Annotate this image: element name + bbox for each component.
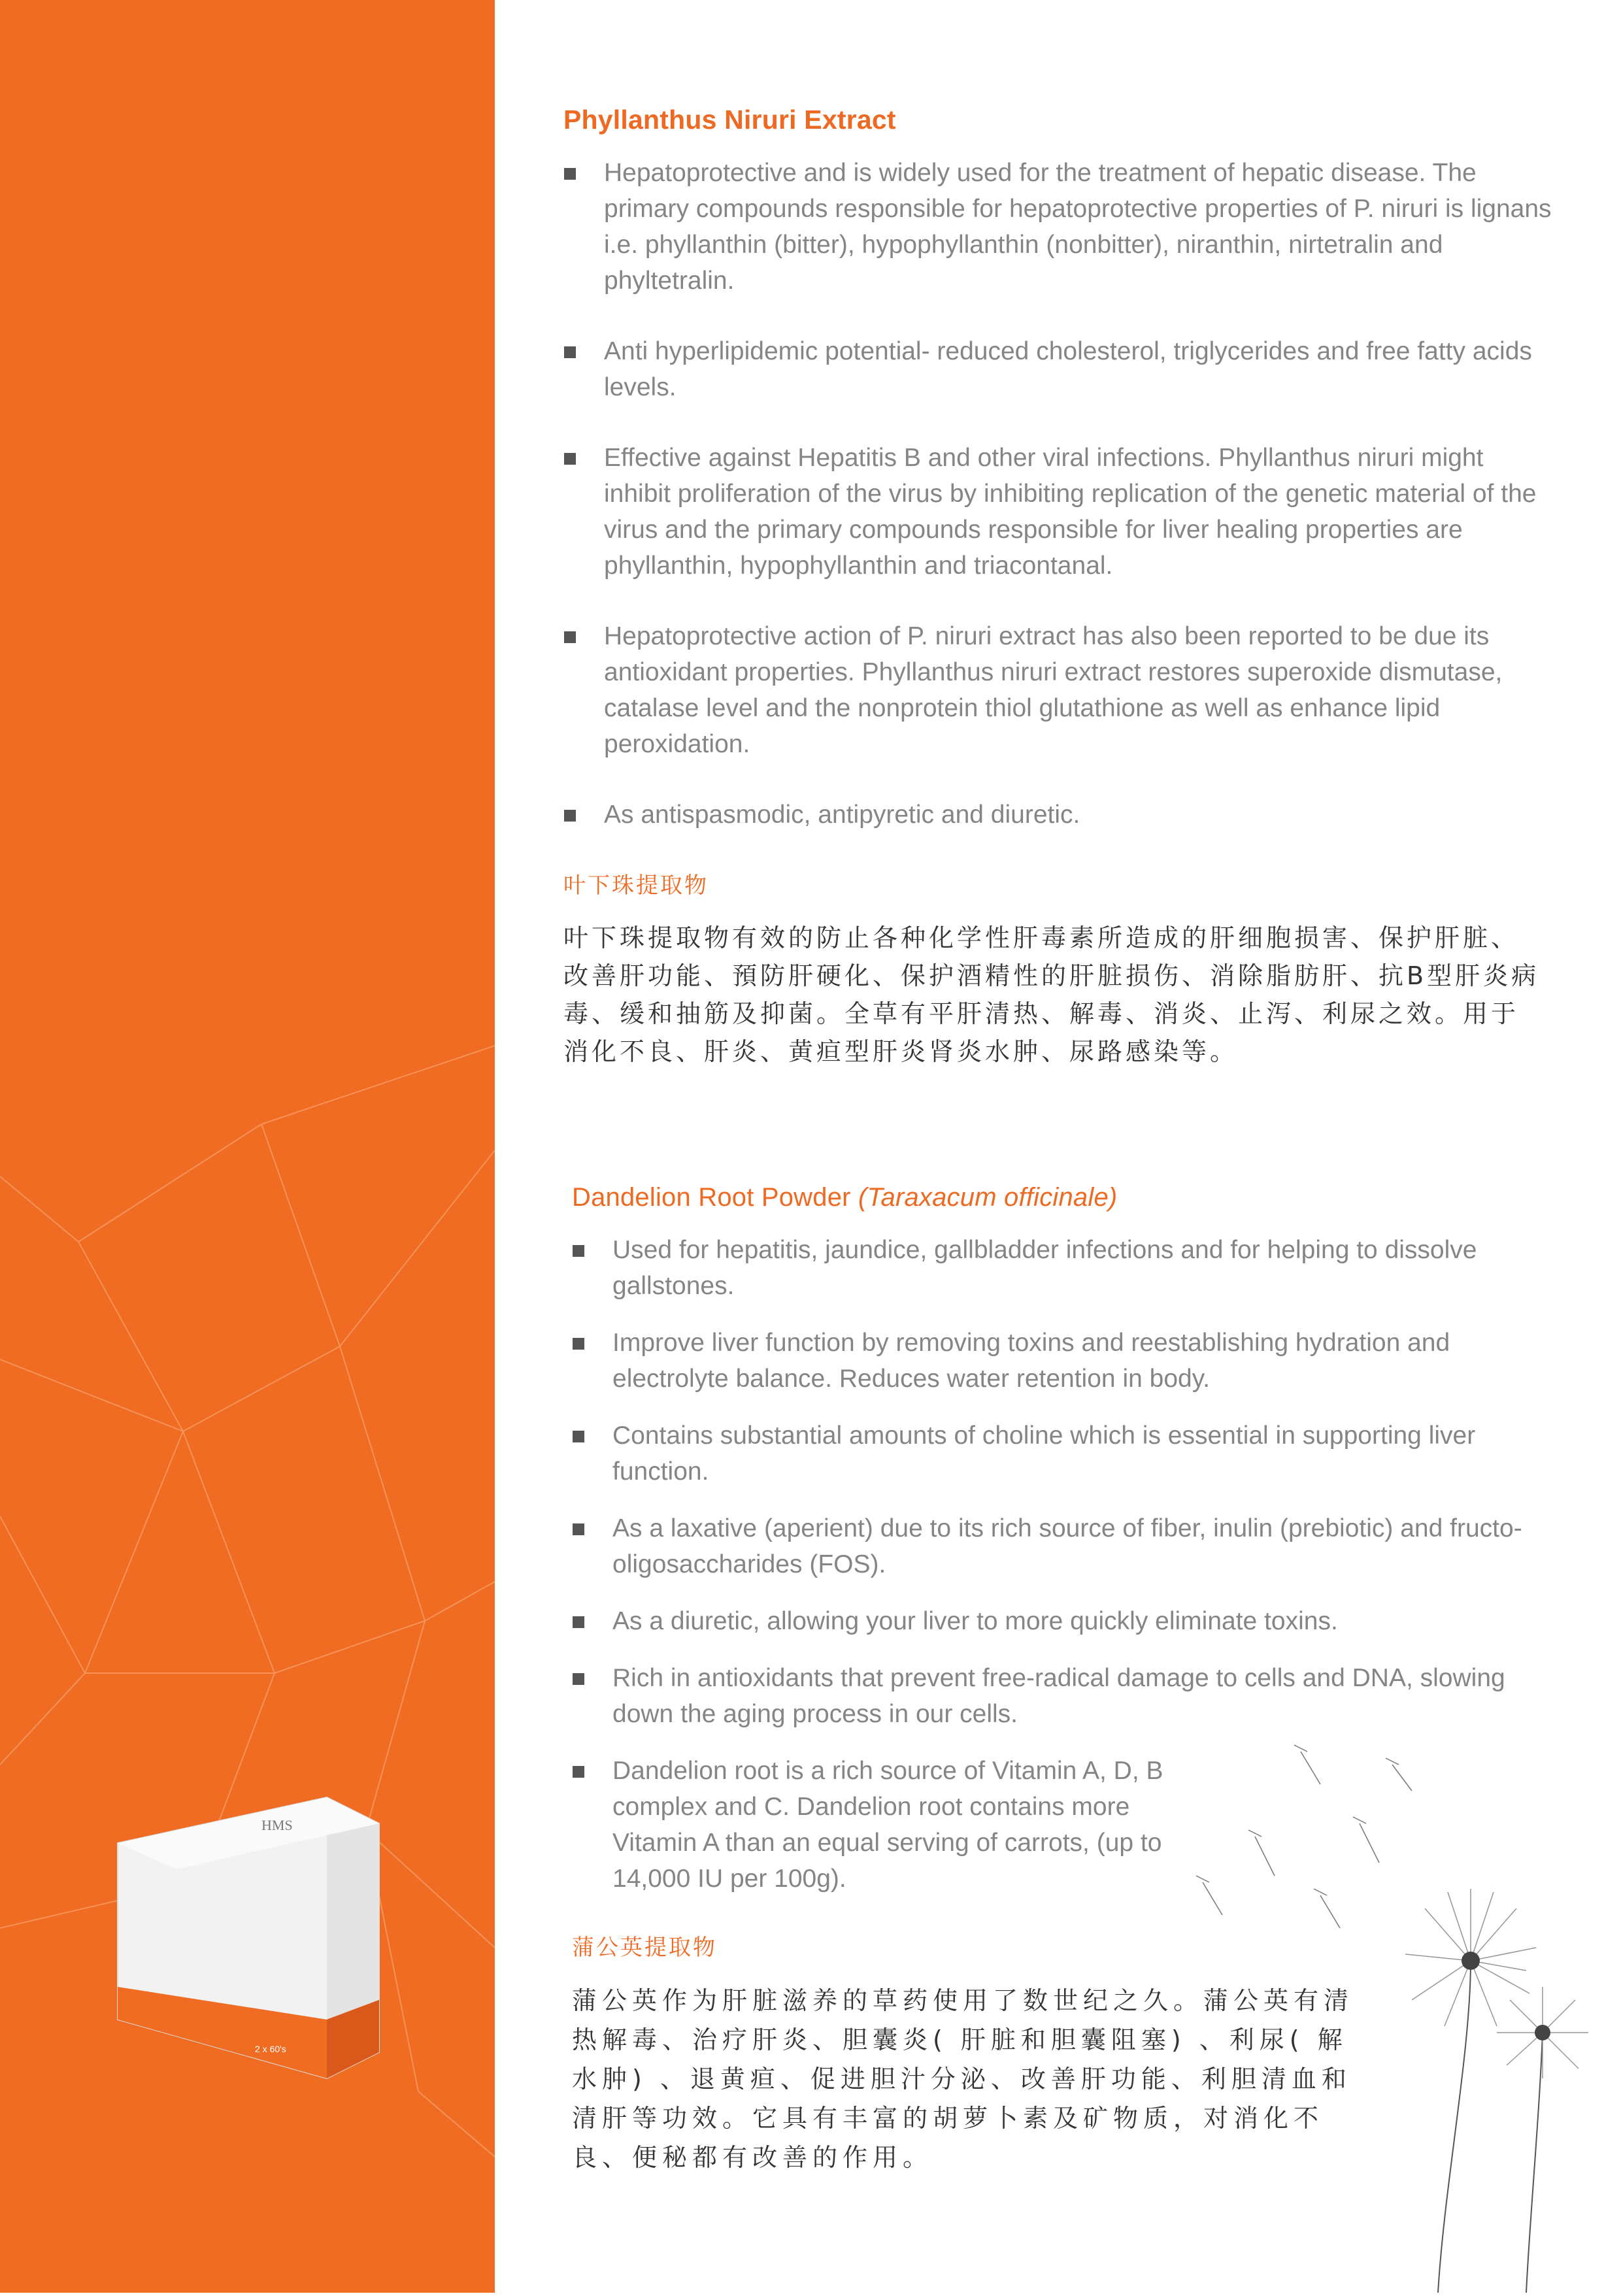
product-count-label: 2 x 60's <box>255 2044 286 2054</box>
list-item: Anti hyperlipidemic potential- reduced cholesterol, triglycerides and free fatty acids levels. <box>563 333 1557 405</box>
list-item: As a laxative (aperient) due to its rich source of fiber, inulin (prebiotic) and fructo-oligosaccharides (FOS). <box>572 1510 1552 1582</box>
section-title-dandelion <box>572 1183 1552 1212</box>
chinese-paragraph-dandelion: 蒲公英作为肝脏滋养的草药使用了数世纪之久。蒲公英有清热解毒、治疗肝炎、胆囊炎( 肝脏和胆囊阻塞) 、利尿( 解水肿) 、退黄疸、促进胆汁分泌、改善肝功能、利胆清血和清肝等功效。它具有丰富的胡萝卜素及矿物质，对消化不良、便秘都有改善的作用。 <box>572 1986 1354 2172</box>
list-item: As antispasmodic, antipyretic and diuretic. <box>563 797 1557 833</box>
dandelion-title-main: Dandelion Root Powder <box>572 1183 851 1212</box>
section-title-phyllanthus: Phyllanthus Niruri Extract <box>563 105 896 135</box>
list-item: Improve liver function by removing toxins and reestablishing hydration and electrolyte balance. Reduces water retention in body. <box>572 1325 1552 1397</box>
chinese-paragraph-phyllanthus: 叶下珠提取物有效的防止各种化学性肝毒素所造成的肝细胞损害、保护肝脏、改善肝功能、預防肝硬化、保护酒精性的肝脏损伤、消除脂肪肝、抗B型肝炎病毒、缓和抽筋及抑菌。全草有平肝清热、解毒、消炎、止泻、利尿之效。用于消化不良、肝炎、黄疸型肝炎肾炎水肿、尿路感染等。 <box>563 923 1540 1066</box>
list-item: Rich in antioxidants that prevent free-radical damage to cells and DNA, slowing down the aging process in our cells. <box>572 1660 1552 1732</box>
list-item: Dandelion root is a rich source of Vitamin A, D, B complex and C. Dandelion root contains more Vitamin A than an equal serving of carrots, (up to 14,000 IU per 100g). <box>572 1753 1214 1897</box>
phyllanthus-bullet-list <box>563 155 1557 833</box>
list-item: Hepatoprotective action of P. niruri extract has also been reported to be due its antioxidant properties. Phyllanthus niruri extract restores superoxide dismutase, catalase level and the nonprotein thiol glutathione as well as enhance lipid peroxidation. <box>563 618 1557 762</box>
list-item: Contains substantial amounts of choline which is essential in supporting liver function. <box>572 1418 1552 1489</box>
orange-sidebar <box>0 0 495 2293</box>
list-item: As a diuretic, allowing your liver to more quickly eliminate toxins. <box>572 1603 1552 1639</box>
chinese-title-phyllanthus: 叶下珠提取物 <box>563 873 709 898</box>
chinese-title-dandelion: 蒲公英提取物 <box>572 1935 717 1960</box>
list-item: Effective against Hepatitis B and other viral infections. Phyllanthus niruri might inhibit proliferation of the virus by inhibiting replication of the genetic material of the virus and the primary compounds responsible for liver healing properties are phyllanthin, hypophyllanthin and triacontanal. <box>563 440 1557 584</box>
section-phyllanthus <box>563 105 1557 1071</box>
brand-logo-text: HMS <box>261 1817 293 1833</box>
product-box-illustration <box>105 1712 405 2105</box>
dandelion-illustration <box>1163 1725 1621 2293</box>
list-item: Hepatoprotective and is widely used for the treatment of hepatic disease. The primary compounds responsible for hepatoprotective properties of P. niruri is lignans i.e. phyllanthin (bitter), hypophyllanthin (nonbitter), niranthin, nirtetralin and phyltetralin. <box>563 155 1557 299</box>
list-item: Used for hepatitis, jaundice, gallbladder infections and for helping to dissolve gallstones. <box>572 1232 1552 1304</box>
dandelion-title-latin: (Taraxacum officinale) <box>858 1183 1118 1212</box>
